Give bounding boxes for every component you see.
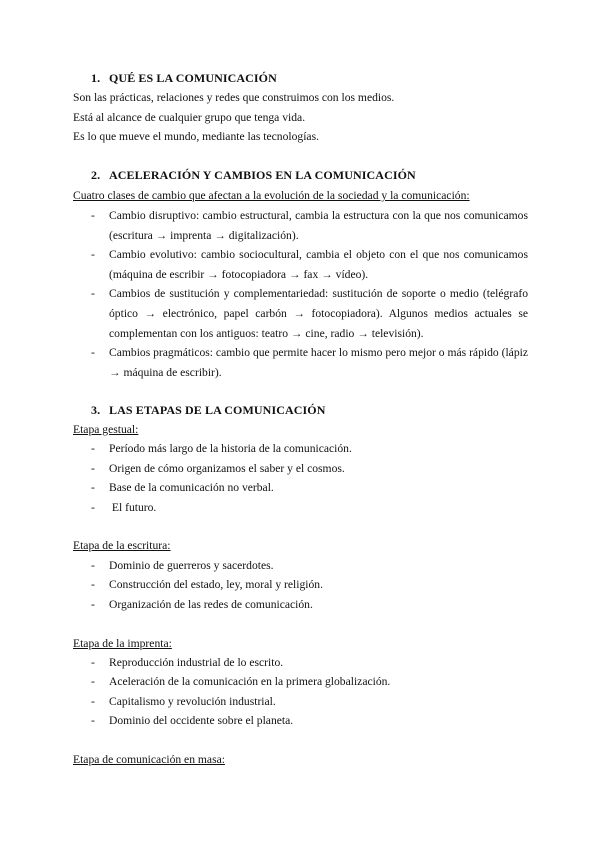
list-item-text: Origen de cómo organizamos el saber y el cosmos. (109, 462, 345, 475)
list-item-text: El futuro. (109, 501, 157, 514)
list-item (91, 245, 528, 285)
list-item-text: Cambio evolutivo: cambio sociocultural, cambia el objeto con el que nos comunicamos (máquina de escribir → fotocopiadora → fax → vídeo). (109, 248, 528, 281)
list-item (91, 439, 528, 459)
section-number: 1. (91, 71, 101, 85)
list-item-text: Capitalismo y revolución industrial. (109, 695, 276, 708)
list-item (91, 498, 528, 518)
bullet-dash: - (91, 346, 95, 359)
bullet-dash: - (91, 578, 95, 591)
list-item-text: Dominio de guerreros y sacerdotes. (109, 559, 274, 572)
bullet-dash: - (91, 287, 95, 300)
bullet-dash: - (91, 481, 95, 494)
bullet-dash: - (91, 462, 95, 475)
bullet-dash: - (91, 559, 95, 572)
stage-title: Etapa de la imprenta: (73, 637, 172, 650)
bullet-dash: - (91, 675, 95, 688)
list-item (91, 575, 528, 595)
list-item (91, 653, 528, 673)
section-title: ACELERACIÓN Y CAMBIOS EN LA COMUNICACIÓN (109, 168, 416, 182)
section-number: 2. (91, 168, 101, 182)
bullet-dash: - (91, 714, 95, 727)
list-item-text: Reproducción industrial de lo escrito. (109, 656, 284, 669)
list-item-text: Organización de las redes de comunicación. (109, 598, 313, 611)
list-item-text: Construcción del estado, ley, moral y religión. (109, 578, 324, 591)
list-item-text: Dominio del occidente sobre el planeta. (109, 714, 294, 727)
bullet-dash: - (91, 695, 95, 708)
list-item-text: Cambios pragmáticos: cambio que permite hacer lo mismo pero mejor o más rápido (lápiz → máquina de escribir). (109, 346, 528, 379)
section-title: QUÉ ES LA COMUNICACIÓN (109, 71, 277, 85)
list-item (91, 343, 528, 383)
section-2-heading (91, 168, 416, 183)
paragraph-line: Está al alcance de cualquier grupo que tenga vida. (73, 111, 306, 124)
list-item (91, 459, 528, 479)
list-item-text: Cambios de sustitución y complementariedad: sustitución de soporte o medio (telégrafo óptico → electrónico, papel carbón → fotocopiadora). Algunos medios actuales se complementan con los antiguos: teatro → cine, radio → televisión). (109, 287, 528, 340)
bullet-dash: - (91, 598, 95, 611)
list-item (91, 692, 528, 712)
list-item-text: Período más largo de la historia de la comunicación. (109, 442, 352, 455)
paragraph-line: Es lo que mueve el mundo, mediante las tecnologías. (73, 130, 319, 143)
list-item (91, 556, 528, 576)
list-item (91, 711, 528, 731)
section-3-heading (91, 403, 325, 418)
stage-title: Etapa de comunicación en masa: (73, 753, 225, 766)
bullet-dash: - (91, 209, 95, 222)
list-item (91, 672, 528, 692)
list-item (91, 478, 528, 498)
bullet-dash: - (91, 248, 95, 261)
stage-title: Etapa gestual: (73, 423, 139, 436)
bullet-dash: - (91, 656, 95, 669)
section-1-heading (91, 71, 277, 86)
list-item (91, 206, 528, 246)
list-item-text: Base de la comunicación no verbal. (109, 481, 274, 494)
section-number: 3. (91, 403, 101, 417)
section-title: LAS ETAPAS DE LA COMUNICACIÓN (109, 403, 326, 417)
list-item (91, 595, 528, 615)
stage-title: Etapa de la escritura: (73, 539, 171, 552)
list-item (91, 284, 528, 344)
paragraph-line: Son las prácticas, relaciones y redes que construimos con los medios. (73, 91, 395, 104)
bullet-dash: - (91, 501, 95, 514)
list-item-text: Aceleración de la comunicación en la primera globalización. (109, 675, 391, 688)
list-item-text: Cambio disruptivo: cambio estructural, cambia la estructura con la que nos comunicamos (escritura → imprenta → digitalización). (109, 209, 528, 242)
subtitle: Cuatro clases de cambio que afectan a la evolución de la sociedad y la comunicación: (73, 189, 470, 202)
bullet-dash: - (91, 442, 95, 455)
